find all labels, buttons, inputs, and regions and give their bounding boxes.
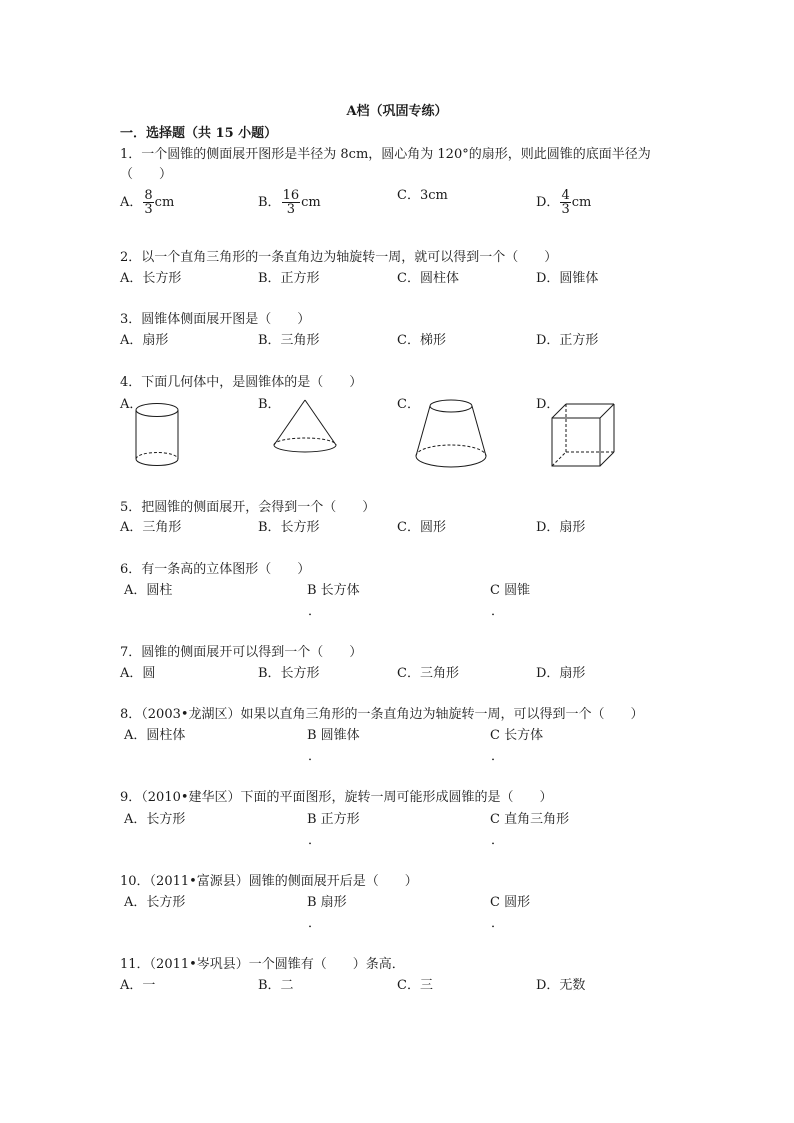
- option-d[interactable]: D．扇形: [536, 666, 586, 681]
- option-c[interactable]: C．三: [397, 978, 433, 993]
- stray-dot: ．: [491, 916, 505, 931]
- option-b[interactable]: B 正方形: [307, 812, 360, 827]
- question-stem: 2．以一个直角三角形的一条直角边为轴旋转一周，就可以得到一个（ ）: [120, 250, 558, 265]
- option-d[interactable]: D．无数: [536, 978, 586, 993]
- section-heading: 一．选择题（共 15 小题）: [120, 126, 278, 141]
- option-c[interactable]: C 直角三角形: [490, 812, 570, 827]
- stray-dot: ．: [308, 604, 322, 619]
- option-a[interactable]: A．: [120, 397, 143, 412]
- stray-dot: ．: [308, 916, 322, 931]
- question-stem: 9．（2010•建华区）下面的平面图形，旋转一周可能形成圆锥的是（ ）: [120, 790, 553, 805]
- option-d[interactable]: D． $\frac{4}{3}$ cm: [536, 188, 592, 217]
- question-stem: 1．一个圆锥的侧面展开图形是半径为 8cm，圆心角为 120°的扇形，则此圆锥的底面半径为: [120, 147, 651, 162]
- option-d[interactable]: D．正方形: [536, 333, 599, 348]
- cube-figure[interactable]: [551, 403, 617, 469]
- option-a[interactable]: A．一: [120, 978, 156, 993]
- fraction: $\frac{4}{3}$: [561, 188, 570, 217]
- option-c[interactable]: C 长方体: [490, 728, 544, 743]
- fraction: $\frac{16}{3}$: [282, 188, 300, 217]
- page-title: A档（巩固专练）: [346, 104, 448, 119]
- cone-figure[interactable]: [272, 398, 338, 458]
- question-stem: 11．（2011•岑巩县）一个圆锥有（ ）条高．: [120, 957, 405, 972]
- option-c[interactable]: C 圆锥: [490, 583, 531, 598]
- option-a[interactable]: A． $\frac{8}{3}$ cm: [120, 188, 175, 217]
- stray-dot: ．: [491, 749, 505, 764]
- option-b[interactable]: B 圆锥体: [307, 728, 360, 743]
- question-stem: 5．把圆锥的侧面展开，会得到一个（ ）: [120, 500, 376, 515]
- question-stem: 8．（2003•龙湖区）如果以直角三角形的一条直角边为轴旋转一周，可以得到一个（ ）: [120, 707, 644, 722]
- question-stem: 4．下面几何体中，是圆锥体的是（ ）: [120, 375, 363, 390]
- option-a[interactable]: A．长方形: [120, 271, 182, 286]
- stray-dot: ．: [308, 749, 322, 764]
- option-c[interactable]: C．圆柱体: [397, 271, 459, 286]
- stray-dot: ．: [308, 833, 322, 848]
- option-c[interactable]: C．三角形: [397, 666, 459, 681]
- frustum-figure[interactable]: [413, 398, 489, 472]
- option-d[interactable]: D．圆锥体: [536, 271, 599, 286]
- option-c[interactable]: C．梯形: [397, 333, 446, 348]
- option-b[interactable]: B．: [258, 397, 281, 412]
- fraction: $\frac{8}{3}$: [144, 188, 153, 217]
- option-c[interactable]: C．: [397, 397, 420, 412]
- question-stem: 3．圆锥体侧面展开图是（ ）: [120, 312, 311, 327]
- option-a[interactable]: A．长方形: [124, 812, 186, 827]
- option-b[interactable]: B 长方体: [307, 583, 360, 598]
- option-b[interactable]: B．二: [258, 978, 294, 993]
- question-stem: 6．有一条高的立体图形（ ）: [120, 562, 311, 577]
- question-stem-continued: （ ）: [120, 167, 173, 182]
- option-c[interactable]: C 圆形: [490, 895, 531, 910]
- option-b[interactable]: B．长方形: [258, 666, 320, 681]
- option-a[interactable]: A．长方形: [124, 895, 186, 910]
- option-b[interactable]: B． $\frac{16}{3}$ cm: [258, 188, 321, 217]
- option-a[interactable]: A．圆柱: [124, 583, 173, 598]
- question-stem: 10．（2011•富源县）圆锥的侧面展开后是（ ）: [120, 874, 418, 889]
- option-c[interactable]: C．圆形: [397, 520, 446, 535]
- stray-dot: ．: [491, 604, 505, 619]
- option-a[interactable]: A．扇形: [120, 333, 169, 348]
- option-b[interactable]: B．长方形: [258, 520, 320, 535]
- stray-dot: ．: [491, 833, 505, 848]
- option-a[interactable]: A．三角形: [120, 520, 182, 535]
- option-b[interactable]: B．三角形: [258, 333, 320, 348]
- option-a[interactable]: A．圆柱体: [124, 728, 186, 743]
- option-b[interactable]: B 扇形: [307, 895, 347, 910]
- cylinder-figure[interactable]: [134, 402, 180, 468]
- option-a[interactable]: A．圆: [120, 666, 156, 681]
- option-c[interactable]: C．3cm: [397, 188, 448, 203]
- question-stem: 7．圆锥的侧面展开可以得到一个（ ）: [120, 645, 363, 660]
- option-d[interactable]: D．: [536, 397, 560, 412]
- option-d[interactable]: D．扇形: [536, 520, 586, 535]
- option-b[interactable]: B．正方形: [258, 271, 320, 286]
